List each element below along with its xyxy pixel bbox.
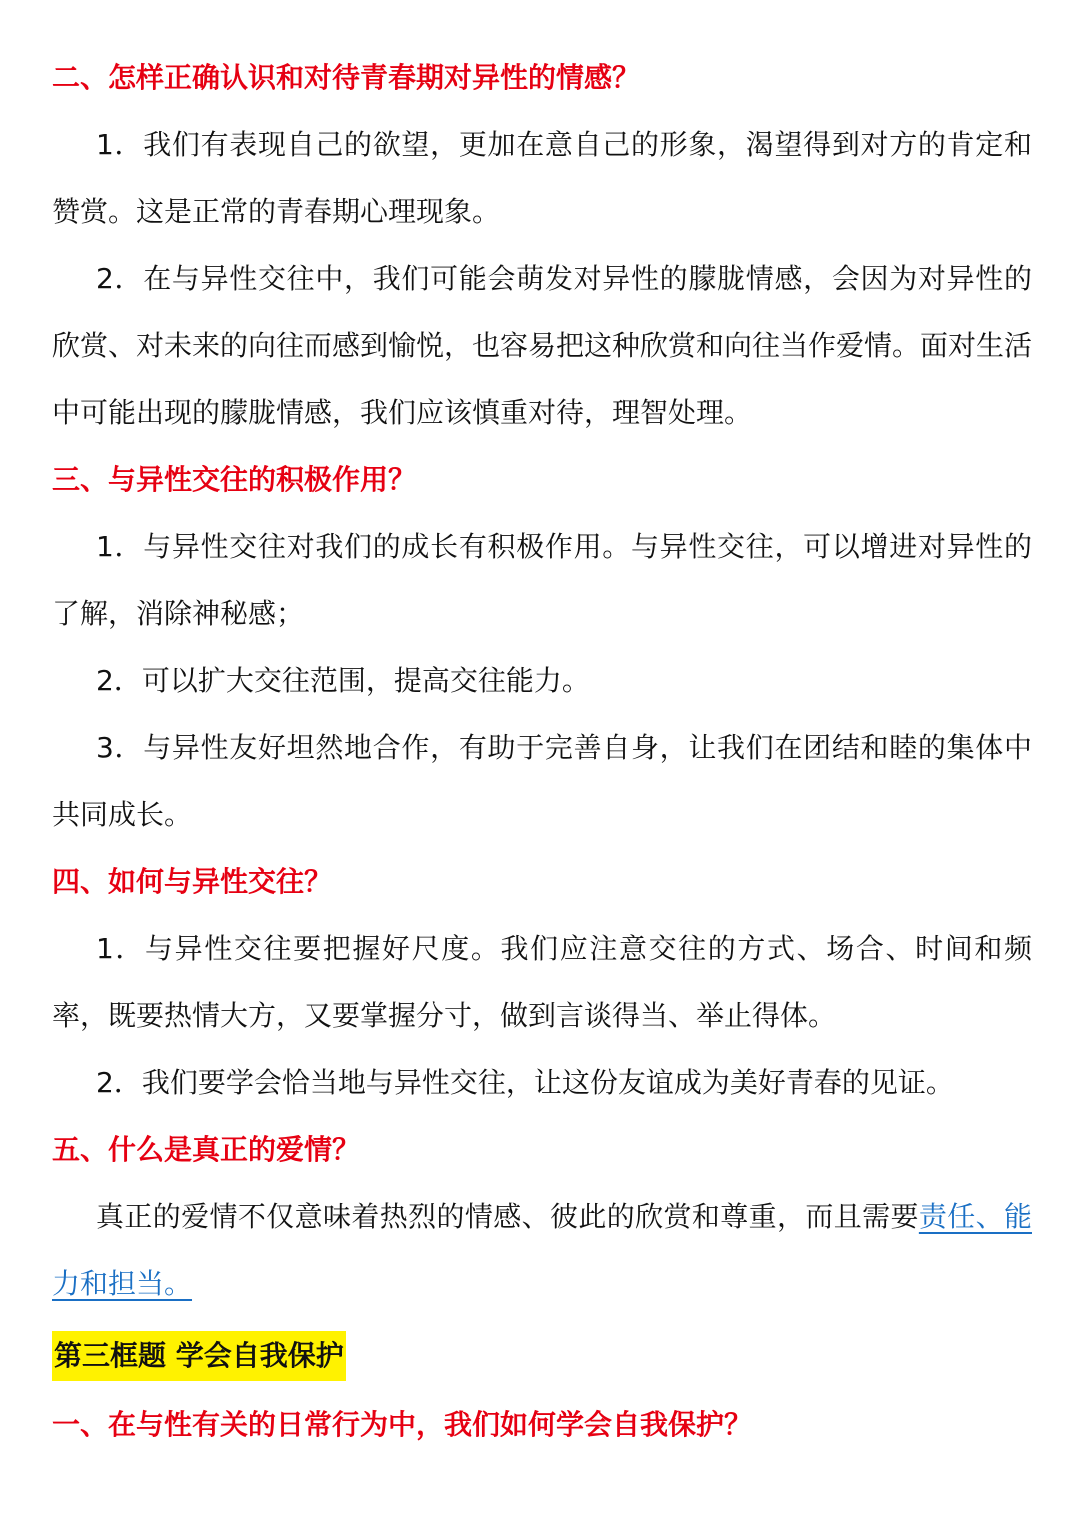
paragraph-true-love — [52, 1183, 1032, 1317]
frame-title-row — [52, 1325, 1032, 1387]
section-heading-self-protection: 一、在与性有关的日常行为中，我们如何学会自我保护？ — [52, 1408, 753, 1441]
document-page — [52, 44, 1032, 1458]
paragraph: 1．与异性交往对我们的成长有积极作用。与异性交往，可以增进对异性的了解，消除神秘感； — [52, 530, 1032, 630]
frame-title-highlight: 第三框题 学会自我保护 — [52, 1331, 346, 1381]
paragraph: 2．可以扩大交往范围，提高交往能力。 — [96, 664, 590, 697]
paragraph: 1．与异性交往要把握好尺度。我们应注意交往的方式、场合、时间和频率，既要热情大方，又要掌握分寸，做到言谈得当、举止得体。 — [52, 932, 1032, 1032]
paragraph-text: 真正的爱情不仅意味着热烈的情感、彼此的欣赏和尊重，而且需要 — [96, 1200, 919, 1233]
paragraph: 1．我们有表现自己的欲望，更加在意自己的形象，渴望得到对方的肯定和赞赏。这是正常的青春期心理现象。 — [52, 128, 1032, 228]
section-heading-3: 三、与异性交往的积极作用？ — [52, 463, 417, 496]
paragraph: 2．我们要学会恰当地与异性交往，让这份友谊成为美好青春的见证。 — [96, 1066, 954, 1099]
section-heading-2: 二、怎样正确认识和对待青春期对异性的情感？ — [52, 61, 641, 94]
paragraph: 3．与异性友好坦然地合作，有助于完善自身，让我们在团结和睦的集体中共同成长。 — [52, 731, 1032, 831]
section-heading-5: 五、什么是真正的爱情？ — [52, 1133, 361, 1166]
section-heading-4: 四、如何与异性交往？ — [52, 865, 333, 898]
paragraph: 2．在与异性交往中，我们可能会萌发对异性的朦胧情感，会因为对异性的欣赏、对未来的向往而感到愉悦，也容易把这种欣赏和向往当作爱情。面对生活中可能出现的朦胧情感，我们应该慎重对待，理智处理。 — [52, 262, 1033, 429]
responsibility-link[interactable]: 责任、能力和担当。 — [52, 1200, 1032, 1300]
